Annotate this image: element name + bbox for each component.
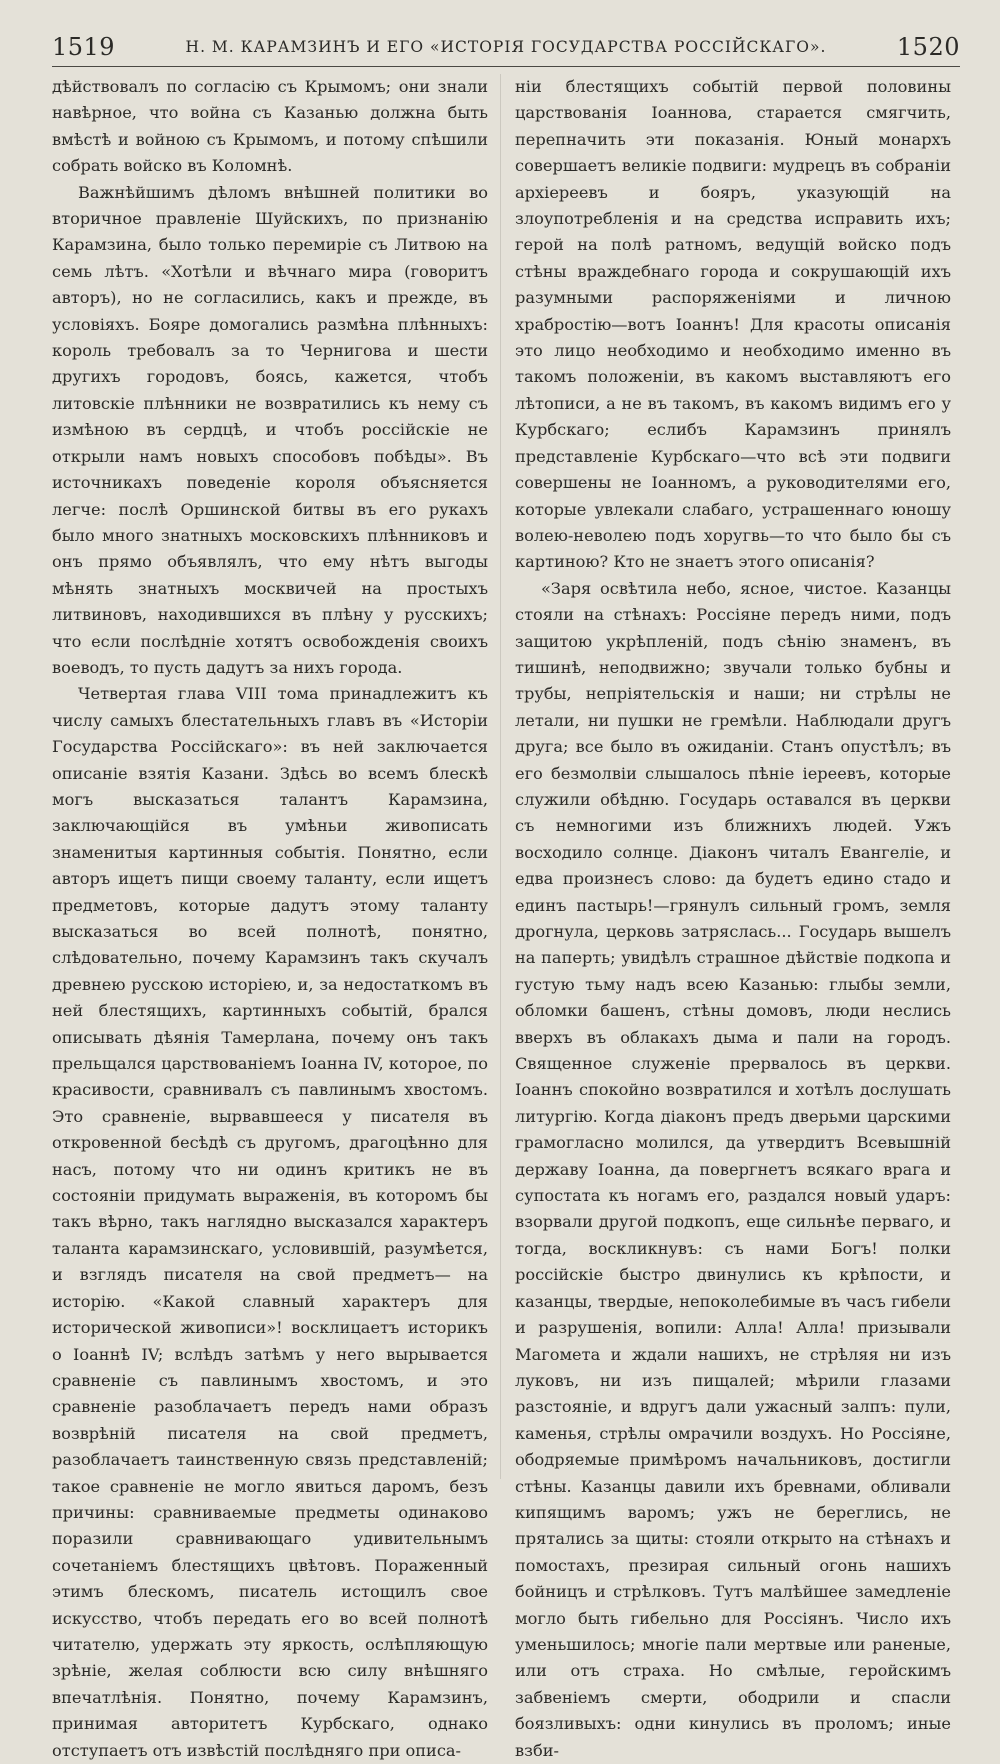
paragraph: Важнѣйшимъ дѣломъ внѣшней политики во вторичное правленіе Шуйскихъ, по признанію Карамзина, было только перемиріе съ Литвою на семь лѣтъ. «Хотѣли и вѣчнаго мира (говоритъ авторъ), но не согласились, какъ и прежде, въ условіяхъ. Бояре домогались размѣна плѣнныхъ: король требовалъ за то Чернигова и шести другихъ городовъ, боясь, кажется, чтобъ литовскіе плѣнники не возвратились къ нему съ измѣною въ сердцѣ, и чтобъ россійскіе не открыли намъ новыхъ способовъ побѣды». Въ источникахъ поведеніе короля объясняется легче: послѣ Оршинской битвы въ его рукахъ было много знатныхъ московскихъ плѣнниковъ и онъ прямо объявлялъ, что ему нѣтъ выгоды мѣнять знатныхъ москвичей на простыхъ литвиновъ, находившихся въ плѣну у русскихъ; что если послѣдніе хотятъ освобожденія своихъ воеводъ, то пусть дадутъ за нихъ города. (52, 182, 488, 677)
page-header (52, 30, 960, 64)
page-number-right: 1520 (896, 33, 960, 61)
running-title: Н. М. КАРАМЗИНЪ И ЕГО «ИСТОРІЯ ГОСУДАРСТВА РОССІЙСКАГО». (185, 38, 827, 56)
paragraph: ніи блестящихъ событій первой половины царствованія Іоаннова, старается смягчить, перепначить эти показанія. Юный монархъ совершаетъ великіе подвиги: мудрецъ въ собраніи архіереевъ и бояръ, указующій на злоупотребленія и на средства исправить ихъ; герой на полѣ ратномъ, ведущій войско подъ стѣны враждебнаго города и сокрушающій ихъ разумными распоряженіями и личною храбростію—вотъ Іоаннъ! Для красоты описанія это лицо необходимо и необходимо именно въ такомъ положеніи, въ какомъ выставляютъ его лѣтописи, а не въ такомъ, въ какомъ видимъ его у Курбскаго; еслибъ Карамзинъ принялъ представленіе Курбскаго—что всѣ эти подвиги совершены не Іоанномъ, а руководителями его, которые увлекали слабаго, устрашеннаго юношу волею-неволею подъ хоругвь—то что было бы съ картиною? Кто не знаетъ этого описанія? (515, 77, 951, 572)
header-rule (52, 66, 960, 67)
paragraph: «Заря освѣтила небо, ясное, чистое. Казанцы стояли на стѣнахъ: Россіяне передъ ними, подъ защитою укрѣпленій, подъ сѣнію знаменъ, въ тишинѣ, неподвижно; звучали только бубны и трубы, непріятельскія и наши; ни стрѣлы не летали, ни пушки не гремѣли. Наблюдали другъ друга; все было въ ожиданіи. Станъ опустѣлъ; въ его безмолвіи слышалось пѣніе іереевъ, которые служили обѣдню. Государь оставался въ церкви съ немногими изъ ближнихъ людей. Ужъ восходило солнце. Діаконъ читалъ Евангеліе, и едва произнесъ слово: да будетъ едино стадо и единъ пастырь!—грянулъ сильный громъ, земля дрогнула, церковь затряслась... Государь вышелъ на паперть; увидѣлъ страшное дѣйствіе подкопа и густую тьму надъ всею Казанью: глыбы земли, обломки башенъ, стѣны домовъ, люди неслись вверхъ въ облакахъ дыма и пали на городъ. Священное служеніе прервалось въ церкви. Іоаннъ спокойно возвратился и хотѣлъ дослушать литургію. Когда діаконъ предъ дверьми царскими грамогласно молился, да утвердитъ Всевышній державу Іоанна, да повергнетъ всякаго врага и супостата къ ногамъ его, раздался новый ударъ: взорвали другой подкопъ, еще сильнѣе перваго, и тогда, воскликнувъ: съ нами Богъ! полки россійскіе быстро двинулись къ крѣпости, и казанцы, твердые, непоколебимые въ часъ гибели и разрушенія, вопили: Алла! Алла! призывали Магомета и ждали нашихъ, не стрѣляя ни изъ луковъ, ни изъ пищалей; мѣрили глазами разстояніе, и вдругъ дали ужасный залпъ: пули, каменья, стрѣлы омрачили воздухъ. Но Россіяне, ободряемые примѣромъ начальниковъ, достигли стѣны. Казанцы давили ихъ бревнами, обливали кипящимъ варомъ; ужъ не береглись, не прятались за щиты: стояли открыто на стѣнахъ и помостахъ, презирая сильный огонь нашихъ бойницъ и стрѣлковъ. Тутъ малѣйшее замедленіе могло быть гибельно для Россіянъ. Число ихъ уменьшилось; многіе пали мертвые или раненые, или отъ страха. Но смѣлые, геройскимъ забвеніемъ смерти, ободрили и спасли боязливыхъ: одни кинулись въ проломъ; иные взби- (515, 578, 951, 1760)
page-number-left: 1519 (52, 33, 116, 61)
paragraph: Четвертая глава VIII тома принадлежитъ къ числу самыхъ блестательныхъ главъ въ «Исторіи Государства Россійскаго»: въ ней заключается описаніе взятія Казани. Здѣсь во всемъ блескѣ могъ высказаться талантъ Карамзина, заключающійся въ умѣньи живописать знаменитыя картинныя событія. Понятно, если авторъ ищетъ пищи своему таланту, если ищетъ предметовъ, которые дадутъ этому таланту высказаться во всей полнотѣ, понятно, слѣдовательно, почему Карамзинъ такъ скучалъ древнею русскою исторіею, и, за недостаткомъ въ ней блестящихъ, картинныхъ событій, брался описывать дѣянія Тамерлана, почему онъ такъ прельщался царствованіемъ Іоанна IV, которое, по красивости, сравнивалъ съ павлинымъ хвостомъ. Это сравненіе, вырвавшееся у писателя въ откровенной бесѣдѣ съ другомъ, драгоцѣнно для насъ, потому что ни одинъ критикъ не въ состояніи придумать выраженія, въ которомъ бы такъ вѣрно, такъ наглядно высказался характеръ таланта карамзинскаго, условившій, разумѣется, и взглядъ писателя на свой предметъ— на исторію. «Какой славный характеръ для исторической живописи»! восклицаетъ историкъ о Іоаннѣ IV; вслѣдъ затѣмъ у него вырывается сравненіе съ павлинымъ хвостомъ, и это сравненіе разоблачаетъ передъ нами образъ возврѣній писателя на свой предметъ, разоблачаетъ таинственную связь представленій; такое сравненіе не могло явиться даромъ, безъ причины: сравниваемые предметы одинаково поразили сравнивающаго удивительнымъ сочетаніемъ блестящихъ цвѣтовъ. Пораженный этимъ блескомъ, писатель истощилъ свое искусство, чтобъ передать его во всей полнотѣ читателю, удержать эту яркость, ослѣпляющую зрѣніе, желая соблюсти всю силу внѣшняго впечатлѣнія. Понятно, почему Карамзинъ, принимая авторитетъ Курбскаго, однако отступаетъ отъ извѣстій послѣдняго при описа- (52, 684, 488, 1760)
paragraph: дѣйствовалъ по согласію съ Крымомъ; они знали навѣрное, что война съ Казанью должна быть вмѣстѣ и войною съ Крымомъ, и потому спѣшили собрать войско въ Коломнѣ. (52, 77, 488, 176)
left-column (52, 74, 488, 1760)
column-divider (500, 74, 501, 1479)
right-column (515, 74, 951, 1760)
